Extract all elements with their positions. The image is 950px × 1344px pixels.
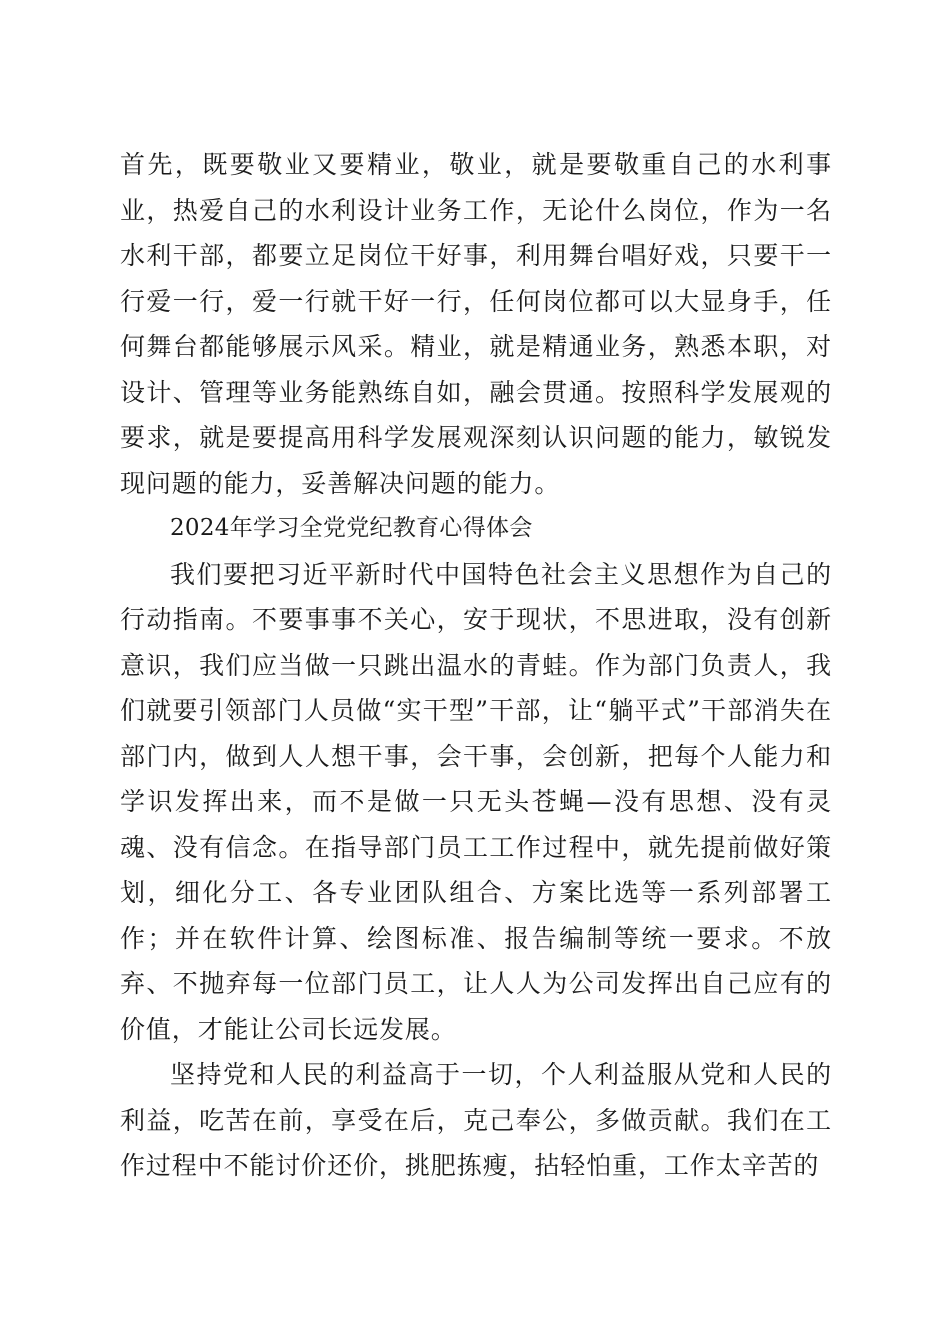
paragraph-1: 首先，既要敬业又要精业，敬业，就是要敬重自己的水利事业，热爱自己的水利设计业务工作，无论什么岗位，作为一名水利干部，都要立足岗位干好事，利用舞台唱好戏，只要干一行爱一行，爱一行就干好一行，任何岗位都可以大显身手，任何舞台都能够展示风采。精业，就是精通业务，熟悉本职，对设计、管理等业务能熟练自如，融会贯通。按照科学发展观的要求，就是要提高用科学发展观深刻认识问题的能力，敏锐发现问题的能力，妥善解决问题的能力。 [120,150,832,498]
paragraph-3: 坚持党和人民的利益高于一切，个人利益服从党和人民的利益，吃苦在前，享受在后，克己奉公，多做贡献。我们在工作过程中不能讨价还价，挑肥拣瘦，拈轻怕重，工作太辛苦的 [120,1060,832,1180]
paragraph-2: 我们要把习近平新时代中国特色社会主义思想作为自己的行动指南。不要事事不关心，安于现状，不思进取，没有创新意识，我们应当做一只跳出温水的青蛙。作为部门负责人，我们就要引领部门人员做“实干型”干部，让“躺平式”干部消失在部门内，做到人人想干事，会干事，会创新，把每个人能力和学识发挥出来，而不是做一只无头苍蝇—没有思想、没有灵魂、没有信念。在指导部门员工工作过程中，就先提前做好策划，细化分工、各专业团队组合、方案比选等一系列部署工作；并在软件计算、绘图标准、报告编制等统一要求。不放弃、不抛弃每一位部门员工，让人人为公司发挥出自己应有的价值，才能让公司长远发展。 [120,559,832,1044]
section-heading: 2024年学习全党党纪教育心得体会 [170,515,533,541]
document-body [120,142,832,1189]
